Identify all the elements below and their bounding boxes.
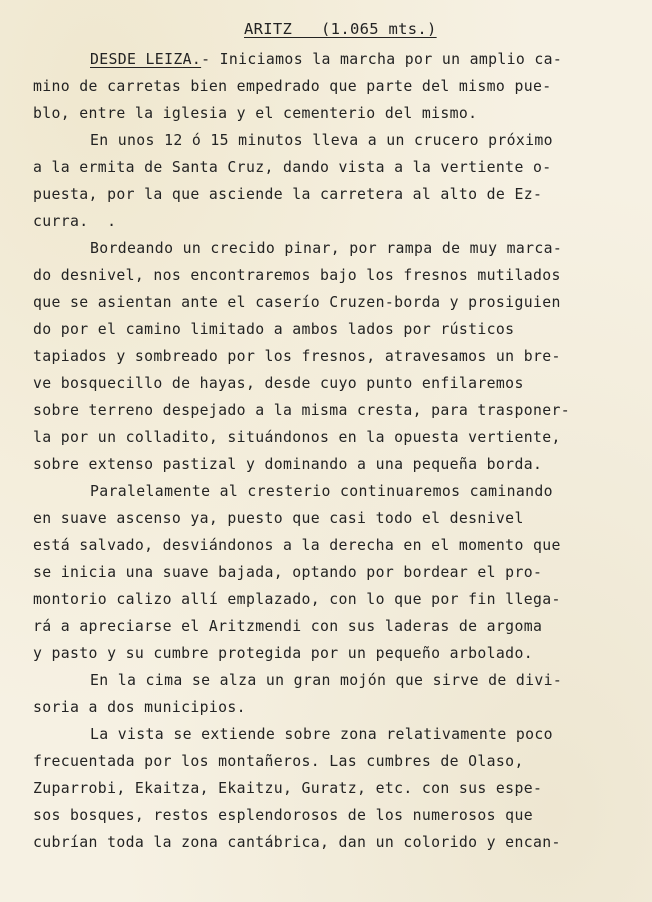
- line-text: frecuentada por los montañeros. Las cumbres de Olaso,: [33, 753, 524, 770]
- document-title: ARITZ (1.065 mts.): [244, 20, 437, 38]
- text-line: [33, 262, 645, 289]
- text-line: [33, 802, 645, 829]
- line-text: que se asientan ante el caserío Cruzen-borda y prosiguien: [33, 294, 561, 311]
- text-line: [33, 397, 645, 424]
- text-line: [33, 667, 645, 694]
- line-text: se inicia una suave bajada, optando por bordear el pro-: [33, 564, 543, 581]
- line-text: está salvado, desviándonos a la derecha en el momento que: [33, 537, 561, 554]
- line-text: a la ermita de Santa Cruz, dando vista a la vertiente o-: [33, 159, 552, 176]
- text-line: [33, 154, 645, 181]
- text-line: [33, 694, 645, 721]
- text-line: [33, 478, 645, 505]
- line-text: curra. .: [33, 213, 117, 230]
- line-text: sos bosques, restos esplendorosos de los numerosos que: [33, 807, 533, 824]
- line-text: La vista se extiende sobre zona relativamente poco: [90, 726, 553, 743]
- line-text: montorio calizo allí emplazado, con lo que por fin llega-: [33, 591, 561, 608]
- line-text: En la cima se alza un gran mojón que sirve de divi-: [90, 672, 563, 689]
- line-text: do desnivel, nos encontraremos bajo los fresnos mutilados: [33, 267, 561, 284]
- text-line: [33, 640, 645, 667]
- line-text: - Iniciamos la marcha por un amplio ca-: [201, 51, 563, 68]
- text-line: [33, 748, 645, 775]
- text-line: [33, 343, 645, 370]
- line-text: Bordeando un crecido pinar, por rampa de muy marca-: [90, 240, 563, 257]
- line-text: do por el camino limitado a ambos lados por rústicos: [33, 321, 515, 338]
- text-line: [33, 451, 645, 478]
- text-line: [33, 775, 645, 802]
- text-line: [33, 586, 645, 613]
- line-text: tapiados y sombreado por los fresnos, atravesamos un bre-: [33, 348, 561, 365]
- text-line: [33, 316, 645, 343]
- section-heading: DESDE LEIZA.: [90, 51, 202, 68]
- text-line: [33, 73, 645, 100]
- text-line: [33, 613, 645, 640]
- line-text: ve bosquecillo de hayas, desde cuyo punto enfilaremos: [33, 375, 524, 392]
- text-line: [33, 505, 645, 532]
- line-text: En unos 12 ó 15 minutos lleva a un crucero próximo: [90, 132, 553, 149]
- text-line: [33, 829, 645, 856]
- line-text: cubrían toda la zona cantábrica, dan un colorido y encan-: [33, 834, 561, 851]
- line-text: sobre extenso pastizal y dominando a una pequeña borda.: [33, 456, 543, 473]
- text-line: [33, 181, 645, 208]
- line-text: rá a apreciarse el Aritzmendi con sus laderas de argoma: [33, 618, 543, 635]
- line-text: blo, entre la iglesia y el cementerio del mismo.: [33, 105, 478, 122]
- line-text: en suave ascenso ya, puesto que casi todo el desnivel: [33, 510, 524, 527]
- text-line: [33, 46, 645, 73]
- text-line: [33, 559, 645, 586]
- line-text: la por un colladito, situándonos en la opuesta vertiente,: [33, 429, 561, 446]
- line-text: soria a dos municipios.: [33, 699, 246, 716]
- text-line: [33, 208, 645, 235]
- text-line: [33, 235, 645, 262]
- text-line: [33, 532, 645, 559]
- line-text: puesta, por la que asciende la carretera al alto de Ez-: [33, 186, 543, 203]
- text-line: [33, 721, 645, 748]
- line-text: sobre terreno despejado a la misma cresta, para trasponer-: [33, 402, 570, 419]
- text-line: [33, 424, 645, 451]
- text-line: [33, 100, 645, 127]
- line-text: Paralelamente al cresterio continuaremos caminando: [90, 483, 553, 500]
- text-line: [33, 127, 645, 154]
- document-body: [33, 46, 645, 856]
- line-text: y pasto y su cumbre protegida por un pequeño arbolado.: [33, 645, 533, 662]
- line-text: mino de carretas bien empedrado que parte del mismo pue-: [33, 78, 552, 95]
- text-line: [33, 370, 645, 397]
- line-text: Zuparrobi, Ekaitza, Ekaitzu, Guratz, etc. con sus espe-: [33, 780, 543, 797]
- text-line: [33, 289, 645, 316]
